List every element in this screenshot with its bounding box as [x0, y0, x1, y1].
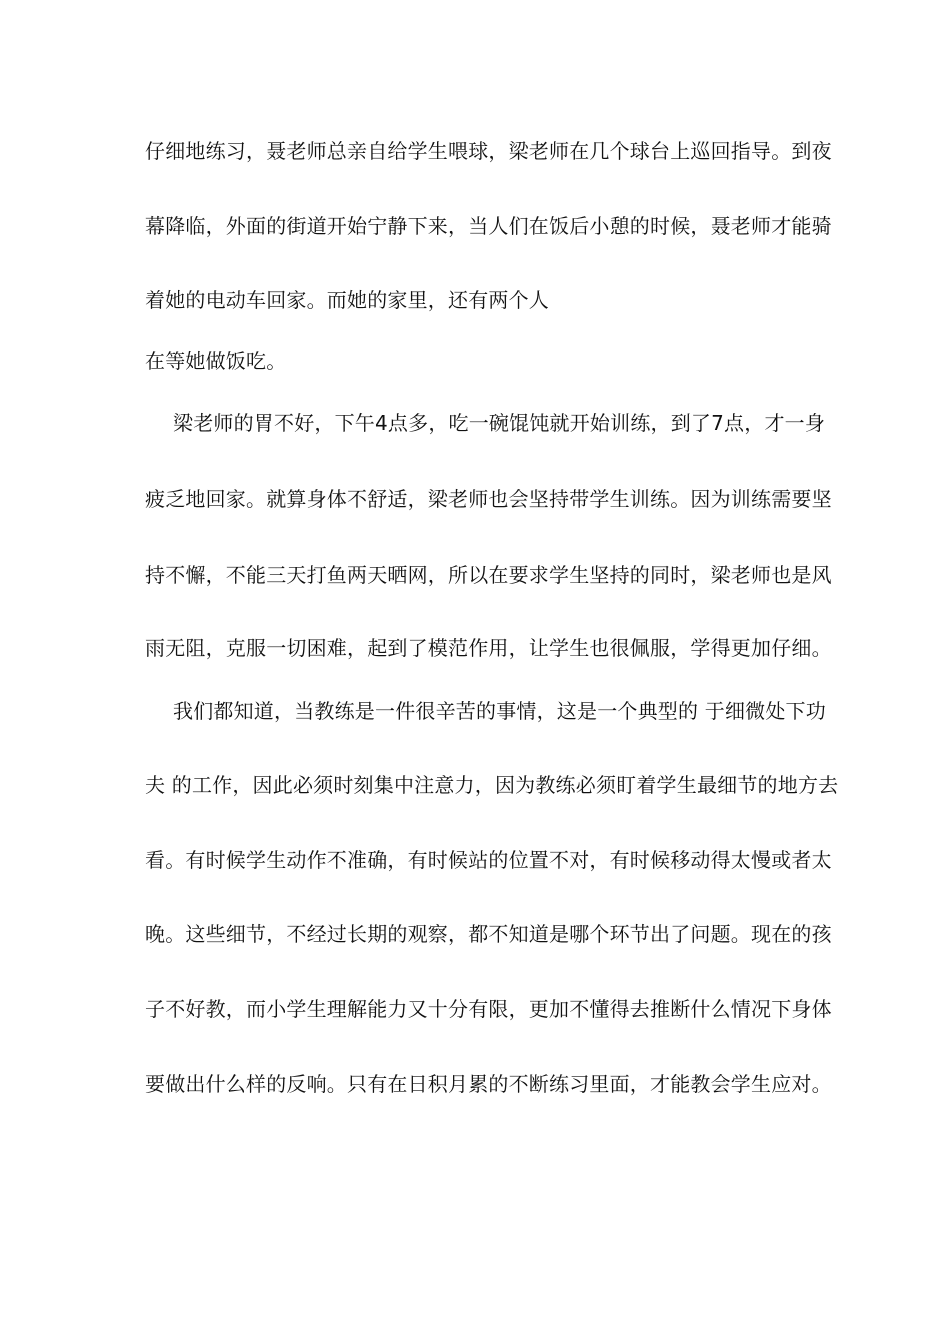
text-line: 着她的电动车回家。而她的家里，还有两个人	[145, 288, 549, 312]
text-line: 仔细地练习，聂老师总亲自给学生喂球，梁老师在几个球台上巡回指导。到夜	[145, 139, 832, 163]
text-line: 疲乏地回家。就算身体不舒适，梁老师也会坚持带学生训练。因为训练需要坚	[145, 487, 832, 511]
text-line: 雨无阻，克服一切困难，起到了模范作用，让学生也很佩服，学得更加仔细。	[145, 636, 832, 660]
text-line: 在等她做饭吃。	[145, 349, 287, 373]
text-line: 子不好教，而小学生理解能力又十分有限，更加不懂得去推断什么情况下身体	[145, 997, 832, 1021]
text-line: 晚。这些细节，不经过长期的观察，都不知道是哪个环节出了问题。现在的孩	[145, 922, 832, 946]
text-line: 要做出什么样的反响。只有在日积月累的不断练习里面，才能教会学生应对。	[145, 1072, 832, 1096]
text-line: 夫 的工作，因此必须时刻集中注意力，因为教练必须盯着学生最细节的地方去	[145, 773, 839, 797]
text-line: 持不懈，不能三天打鱼两天晒网，所以在要求学生坚持的同时，梁老师也是风	[145, 563, 832, 587]
text-line: 看。有时候学生动作不准确，有时候站的位置不对，有时候移动得太慢或者太	[145, 848, 832, 872]
text-line: 幕降临，外面的街道开始宁静下来，当人们在饭后小憩的时候，聂老师才能骑	[145, 214, 832, 238]
paragraph-start-line: 我们都知道，当教练是一件很辛苦的事情，这是一个典型的 于细微处下功	[173, 699, 826, 723]
paragraph-start-line: 梁老师的胃不好，下午4点多，吃一碗馄饨就开始训练，到了7点，才一身	[173, 411, 826, 435]
